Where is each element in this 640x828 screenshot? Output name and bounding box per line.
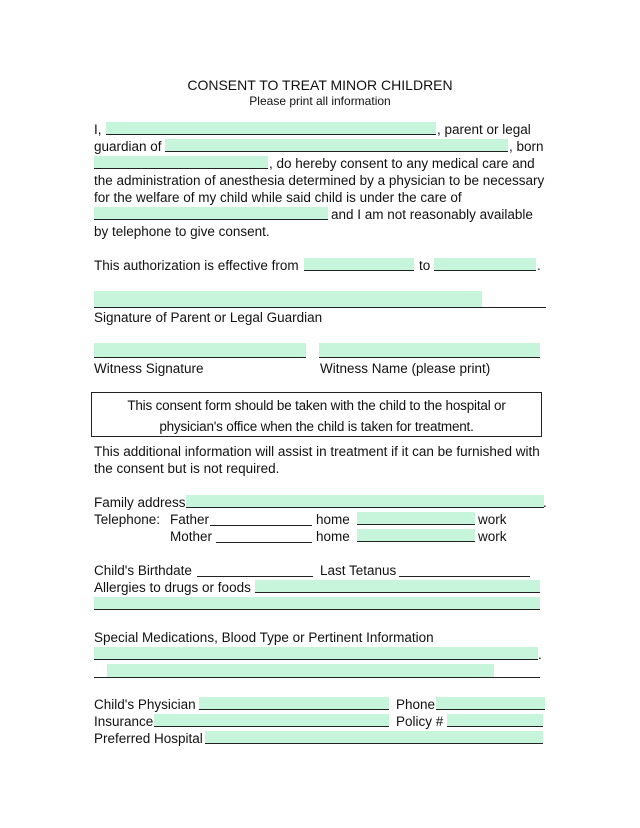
allergies-label: Allergies to drugs or foods	[94, 580, 251, 595]
parent-signature-line	[94, 307, 546, 308]
mother-work-label: work	[478, 529, 507, 544]
authorization-to-label: to	[419, 258, 431, 273]
medications-line-2	[94, 677, 540, 678]
parent-or-legal-text: , parent or legal	[437, 122, 531, 137]
last-tetanus-field[interactable]	[399, 576, 530, 577]
born-label: , born	[509, 139, 544, 154]
father-home-label: home	[316, 512, 350, 527]
notice-box	[91, 392, 542, 437]
father-work-phone-field[interactable]	[357, 512, 475, 525]
notice-line-2: physician's office when the child is taken for treatment.	[159, 419, 474, 434]
consent-text-line7: by telephone to give consent.	[94, 224, 270, 239]
mother-label: Mother	[170, 529, 213, 544]
child-name-field[interactable]	[165, 139, 508, 152]
parent-signature-field[interactable]	[94, 291, 482, 307]
child-birthdate-label: Child's Birthdate	[94, 563, 192, 578]
preferred-hospital-label: Preferred Hospital	[94, 731, 203, 746]
additional-info-line-2: the consent but is not required.	[94, 461, 280, 476]
consent-i-label: I,	[94, 122, 102, 137]
telephone-label: Telephone:	[94, 512, 161, 527]
insurance-field[interactable]	[154, 714, 389, 727]
physician-phone-field[interactable]	[436, 697, 545, 710]
mother-home-phone-field[interactable]	[216, 542, 312, 543]
child-birthdate-field[interactable]	[197, 576, 313, 577]
notice-line-1: This consent form should be taken with the child to the hospital or	[127, 398, 506, 413]
care-of-field[interactable]	[94, 207, 328, 220]
policy-number-field[interactable]	[447, 714, 543, 727]
consent-text-line5: for the welfare of my child while said child is under the care of	[94, 190, 462, 205]
mother-home-label: home	[316, 529, 350, 544]
effective-from-field[interactable]	[304, 258, 414, 271]
authorization-period: .	[537, 258, 541, 273]
special-medications-label: Special Medications, Blood Type or Pertinent Information	[94, 630, 434, 645]
father-home-phone-field[interactable]	[210, 525, 312, 526]
mother-work-phone-field[interactable]	[357, 529, 475, 542]
consent-text-line4: the administration of anesthesia determined by a physician to be necessary	[94, 173, 545, 188]
father-work-label: work	[478, 512, 507, 527]
witness-name-label: Witness Name (please print)	[320, 361, 491, 376]
guardian-of-label: guardian of	[94, 139, 162, 154]
witness-name-field[interactable]	[319, 343, 540, 358]
consent-text-line6: and I am not reasonably available	[331, 207, 533, 222]
authorization-label: This authorization is effective from	[94, 258, 299, 273]
physician-label: Child's Physician	[94, 697, 196, 712]
allergies-field-1[interactable]	[255, 580, 540, 593]
parent-signature-label: Signature of Parent or Legal Guardian	[94, 310, 323, 325]
witness-signature-label: Witness Signature	[94, 361, 204, 376]
last-tetanus-label: Last Tetanus	[320, 563, 397, 578]
form-title: CONSENT TO TREAT MINOR CHILDREN	[187, 77, 453, 93]
policy-label: Policy #	[396, 714, 444, 729]
family-address-field[interactable]	[186, 495, 544, 508]
family-address-label: Family address	[94, 495, 186, 510]
medications-field-2[interactable]	[107, 664, 494, 677]
phone-label: Phone	[396, 697, 436, 712]
physician-field[interactable]	[199, 697, 389, 710]
consent-text-line3: , do hereby consent to any medical care and	[269, 156, 535, 171]
parent-name-field[interactable]	[106, 122, 436, 135]
medications-period: .	[538, 647, 542, 662]
birth-date-field[interactable]	[94, 156, 268, 169]
father-label: Father	[170, 512, 210, 527]
family-address-period: .	[543, 495, 547, 510]
preferred-hospital-field[interactable]	[205, 731, 543, 744]
additional-info-line-1: This additional information will assist in treatment if it can be furnished with	[94, 444, 540, 459]
witness-signature-field[interactable]	[94, 343, 306, 358]
form-subtitle: Please print all information	[249, 94, 391, 108]
allergies-field-2[interactable]	[94, 597, 540, 610]
insurance-label: Insurance	[94, 714, 154, 729]
effective-to-field[interactable]	[434, 258, 536, 271]
medications-field-1[interactable]	[94, 647, 538, 660]
